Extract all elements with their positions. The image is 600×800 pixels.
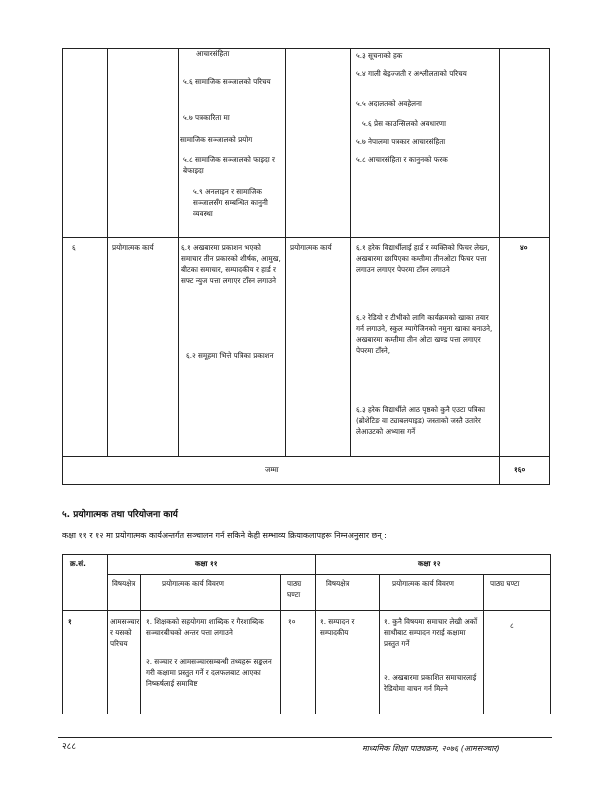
row-number: ६	[72, 243, 76, 252]
topic-item: ६.३ हरेक विद्यार्थीले आठ पृष्ठको कुनै एउटा पत्रिका (ब्रोशेटिङ वा ट्याबलयाइड) जस्ताको जस्तै उतारेर लेआउटको अभ्यास गर्ने	[356, 405, 486, 436]
header-class-12: कक्षा १२	[418, 559, 441, 568]
activity-item: २. सञ्चार र आमसञ्चारसम्बन्धी तथ्यहरू सङ्कलन गरी कक्षामा प्रस्तुत गर्ने र दलफलबाट आएका निष्कर्षलाई समाविष्ट	[146, 657, 272, 688]
hours-value: ४०	[520, 243, 528, 252]
subject-area: प्रयोगात्मक कार्य	[290, 243, 332, 252]
topic-item: सामाजिक सञ्जालको प्रयोग	[180, 135, 253, 144]
activity-item: २. अखबारमा प्रकाशित समाचारलाई रेडियोमा वाचन गर्न मिल्ने	[384, 673, 477, 693]
subject-area: आमसञ्चार र यसको परिचय	[110, 617, 140, 648]
activity-item: १. शिक्षकको सहयोगमा शाब्दिक र गैरशाब्दिक सञ्चारबीचको अन्तर पत्ता लगाउने	[146, 617, 264, 637]
subject-area: १. सम्पादन र सम्पादकीय	[320, 617, 355, 637]
footer-title: माध्यमिक शिक्षा पाठ्यक्रम, २०७६ (आमसञ्चार)	[362, 744, 500, 753]
activity-item: १. कुनै विषयमा समाचार लेखी अर्को साथीबाट सम्पादन गराई कक्षामा प्रस्तुत गर्ने	[384, 617, 478, 648]
topic-item: ५.३ सूचनाको हक	[356, 51, 403, 60]
header-hours: पाठ्य घण्टा	[287, 579, 302, 599]
topic-item: आचारसंहिता	[196, 49, 230, 58]
header-desc: प्रयोगात्मक कार्य विवरण	[392, 579, 454, 588]
subject-area: प्रयोगात्मक कार्य	[112, 243, 154, 252]
header-sn: क्र.सं.	[70, 559, 86, 568]
topic-item: ६.१ हरेक विद्यार्थीलाई हार्ड र व्यक्तिको फिचर लेख्न, अखबारमा छापिएका कम्तीमा तीनओटा फिचर पत्ता लगाउन लगाएर पेपरमा टाँस्न लगाउने	[356, 243, 490, 274]
hours-value: १०	[288, 617, 296, 626]
topic-item: ६.२ रेडियो र टीभीको लागि कार्यक्रमको खाका तयार गर्न लगाउने, स्कुल म्यागेजिनको नमुना खाका बनाउने, अखबारमा कम्तीमा तीन ओटा खण्ड पत्ता लगाएर पेपरमा टाँस्ने,	[356, 313, 493, 355]
header-class-11: कक्षा ११	[195, 559, 218, 568]
header-hours: पाठ्य घण्टा	[490, 579, 520, 588]
total-label: जम्मा	[265, 465, 279, 474]
section-heading: ५. प्रयोगात्मक तथा परियोजना कार्य	[62, 510, 178, 520]
topic-item: ५.८ आचारसंहिता र कानुनको फरक	[356, 155, 448, 164]
page-number: २८८	[62, 742, 77, 752]
topic-item: ५.८ सामाजिक सञ्जालको फाइदा र बेफाइदा	[183, 155, 275, 175]
topic-item: ५.४ गाली बेइज्जती र अश्लीलताको परिचय	[356, 69, 467, 78]
topic-item: ५.६ सामाजिक सञ्जालको परिचय	[183, 77, 271, 86]
topic-item: ५.५ अदालतको अवहेलना	[356, 99, 422, 108]
topic-item: ६.१ अखबारमा प्रकाशन भएको समाचार तीन प्रकारको शीर्षक, आमुख, बीटका समाचार, सम्पादकीय र हार्ड र सफ्ट न्युज पत्ता लगाएर टाँस्न लगाउने	[181, 243, 281, 285]
topic-item: ५.६ प्रेस काउन्सिलको अवधारणा	[362, 119, 446, 128]
header-area: विषयक्षेत्र	[326, 579, 350, 588]
section-intro: कक्षा ११ र १२ मा प्रयोगात्मक कार्यअन्तर्गत सञ्चालन गर्न सकिने केही सम्भाव्य क्रियाकलापहरू निम्नअनुसार छन् :	[62, 531, 387, 540]
topic-item: ५.७ पत्रकारिता मा	[183, 113, 230, 122]
total-value: १६०	[514, 465, 526, 474]
header-desc: प्रयोगात्मक कार्य विवरण	[162, 579, 224, 588]
topic-item: ५.९ अनलाइन र सामाजिक सञ्जालसँग सम्बन्धित कानुनी व्यवस्था	[193, 187, 268, 218]
row-number: १	[68, 617, 72, 626]
header-area: विषयक्षेत्र	[112, 579, 136, 588]
topic-item: ६.२ समूहमा भित्ते पत्रिका प्रकाशन	[186, 351, 274, 360]
topic-item: ५.७ नेपालमा पत्रकार आचारसंहिता	[356, 137, 446, 146]
hours-value: ८	[510, 621, 514, 630]
